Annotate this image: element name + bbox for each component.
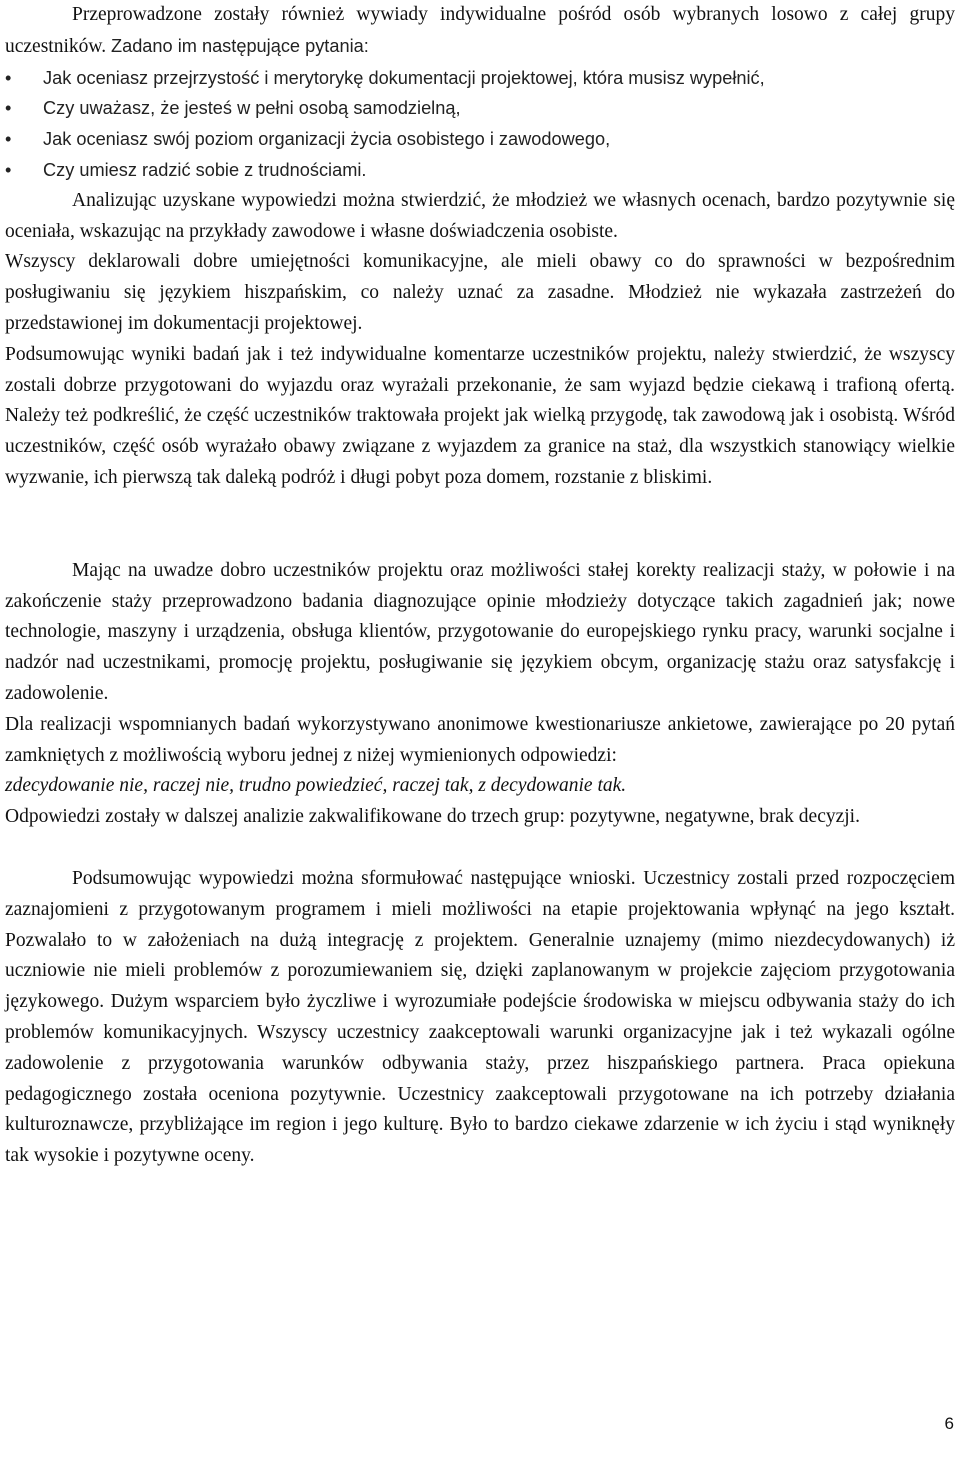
answer-options-text: zdecydowanie nie, raczej nie, trudno powiedzieć, raczej tak, z decydowanie tak. [5,775,627,797]
paragraph-communication: Wszyscy deklarowali dobre umiejętności komunikacyjne, ale mieli obawy co do sprawności w bezpośrednim posługiwaniu się językiem hiszpańskim, co należy uznać za zasadne. Młodzież nie wykazała zastrzeżeń do przedstawionej im dokumentacji projektowej. [5,251,955,334]
paragraph-survey-intro: Mając na uwadze dobro uczestników projektu oraz możliwości stałej korekty realizacji staży, w połowie i na zakończenie staży przeprowadzono badania diagnozujące opinie młodzieży dotyczące takich zagadnień jak; nowe technologie, maszyny i urządzenia, obsługa klientów, przygotowanie do europejskiego rynku pracy, warunki socjalne i nadzór nad uczestnikami, promocję projektu, posługiwanie się językiem obcym, organizację stażu oraz satysfakcję i zadowolenie. [5,559,955,704]
list-item [5,63,955,94]
paragraph-answer-options [5,771,955,802]
question-text: Jak oceniasz swój poziom organizacji życia osobistego i zawodowego, [43,129,611,150]
bullet-icon: • [5,129,12,150]
question-text: Czy uważasz, że jesteś w pełni osobą samodzielną, [43,98,461,119]
list-item [5,155,955,186]
paragraph-conclusions: Podsumowując wypowiedzi można sformułować następujące wnioski. Uczestnicy zostali przed rozpoczęciem zaznajomieni z przygotowanym programem i mieli możliwości na etapie projektowania wpłynąć na jego kształt. Pozwalało to w założeniach na dużą integrację z projektem. Generalnie uznajemy (mimo niezdecydowanych) iż uczniowie nie mieli problemów z porozumiewaniem się, dzięki zaplanowanym w projekcie zajęciom przygotowania językowego. Dużym wsparciem było życzliwe i wyrozumiałe podejście środowiska w miejscu odbywania staży do ich problemów komunikacyjnych. Wszyscy uczestnicy zaakceptowali warunki organizacyjne jak i też wykazali ogólne zadowolenie z przygotowania warunków odbywania staży, przez hiszpańskiego partnera. Praca opiekuna pedagogicznego została oceniona pozytywnie. Uczestnicy zaakceptowali przygotowane na ich potrzeby działania kulturoznawcze, przybliżające im region i jego kulturę. Było to bardzo ciekawe zdarzenie w ich życiu i stąd wyniknęły tak wysokie i pozytywne oceny. [5,867,955,1167]
bullet-icon: • [5,159,12,180]
bullet-icon: • [5,98,12,119]
question-text: Czy umiesz radzić sobie z trudnościami. [43,159,367,180]
paragraph-summary: Podsumowując wyniki badań jak i też indywidualne komentarze uczestników projektu, należy stwierdzić, że wszyscy zostali dobrze przygotowani do wyjazdu oraz wyrażali przekonanie, że sam wyjazd będzie ciekawą i trafioną ofertą. Należy też podkreślić, że część uczestników traktowała projekt jak wielką przygodę, tak zawodową jak i osobistą. Wśród uczestników, część osób wyrażało obawy związane z wyjazdem za granice na staż, dla wszystkich stanowiący wielkie wyzwanie, ich pierwszą tak daleką podróż i długi pobyt poza domem, rozstanie z bliskimi. [5,343,955,488]
page-number: 6 [944,1414,954,1433]
interview-questions-list [5,63,955,186]
questions-lead-in: Zadano im następujące pytania: [110,35,369,56]
list-item [5,124,955,155]
question-text: Jak oceniasz przejrzystość i merytorykę dokumentacji projektowej, która musisz wypełnić, [43,67,765,88]
bullet-icon: • [5,67,12,88]
document-page [5,0,955,1172]
paragraph-analysis: Analizując uzyskane wypowiedzi można stwierdzić, że młodzież we własnych ocenach, bardzo pozytywnie się oceniała, wskazując na przykłady zawodowe i własne doświadczenia osobiste. [5,189,955,242]
paragraph-survey-method: Dla realizacji wspomnianych badań wykorzystywano anonimowe kwestionariusze ankietowe, zawierające po 20 pytań zamkniętych z możliwością wyboru jednej z niżej wymienionych odpowiedzi: [5,713,955,766]
list-item [5,93,955,124]
paragraph-answer-groups: Odpowiedzi zostały w dalszej analizie zakwalifikowane do trzech grup: pozytywne, negatywne, brak decyzji. [5,806,860,828]
paragraph-interviews-text: Przeprowadzone zostały również wywiady indywidualne pośród osób wybranych losowo z całej grupy uczestników. [5,4,955,57]
paragraph-interviews [5,0,955,63]
